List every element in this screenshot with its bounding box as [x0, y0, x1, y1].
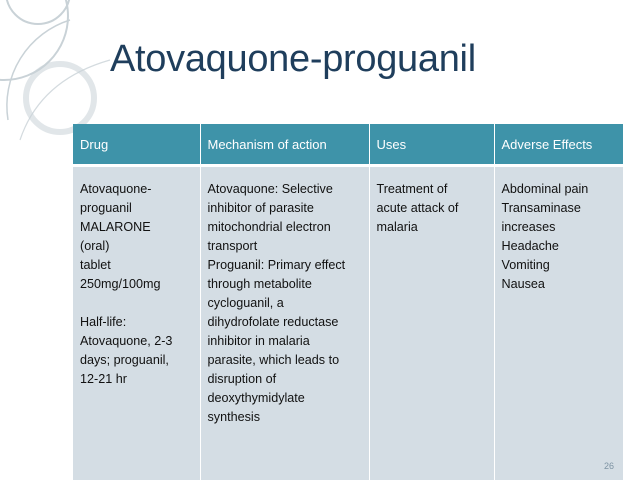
drug-line: (oral): [80, 237, 194, 256]
header-drug: Drug: [73, 124, 200, 166]
uses-line: Treatment of: [377, 180, 488, 199]
drug-table-container: [73, 124, 623, 480]
drug-line: Atovaquone, 2-3: [80, 332, 194, 351]
decor-ring-large: [0, 0, 68, 80]
drug-line-spacer: [80, 294, 194, 313]
mechanism-line: through metabolite: [208, 275, 363, 294]
mechanism-line: Proguanil: Primary effect: [208, 256, 363, 275]
mechanism-line: mitochondrial electron: [208, 218, 363, 237]
drug-line: Atovaquone-: [80, 180, 194, 199]
mechanism-line: cycloguanil, a: [208, 294, 363, 313]
cell-mechanism: [200, 166, 369, 480]
decor-ring-mid: [26, 64, 94, 132]
page-number: 26: [604, 461, 614, 471]
drug-line: Half-life:: [80, 313, 194, 332]
mechanism-line: dihydrofolate reductase: [208, 313, 363, 332]
table-header-row: [73, 124, 623, 166]
slide-title: Atovaquone-proguanil: [110, 38, 476, 81]
header-adverse-effects: Adverse Effects: [494, 124, 623, 166]
drug-line: MALARONE: [80, 218, 194, 237]
drug-table: [73, 124, 623, 480]
header-mechanism: Mechanism of action: [200, 124, 369, 166]
drug-line: tablet: [80, 256, 194, 275]
uses-line: malaria: [377, 218, 488, 237]
adverse-line: Vomiting: [502, 256, 618, 275]
cell-uses: [369, 166, 494, 480]
cell-drug: [73, 166, 200, 480]
adverse-line: Abdominal pain: [502, 180, 618, 199]
decor-ring-small: [6, 0, 70, 24]
mechanism-line: disruption of: [208, 370, 363, 389]
mechanism-line: synthesis: [208, 408, 363, 427]
header-uses: Uses: [369, 124, 494, 166]
uses-line: acute attack of: [377, 199, 488, 218]
drug-line: 12-21 hr: [80, 370, 194, 389]
cell-adverse-effects: [494, 166, 623, 480]
drug-line: proguanil: [80, 199, 194, 218]
table-row: [73, 166, 623, 480]
mechanism-line: inhibitor in malaria: [208, 332, 363, 351]
adverse-line: Transaminase: [502, 199, 618, 218]
adverse-line: Headache: [502, 237, 618, 256]
mechanism-line: Atovaquone: Selective: [208, 180, 363, 199]
drug-line: 250mg/100mg: [80, 275, 194, 294]
mechanism-line: deoxythymidylate: [208, 389, 363, 408]
mechanism-line: inhibitor of parasite: [208, 199, 363, 218]
adverse-line: Nausea: [502, 275, 618, 294]
adverse-line: increases: [502, 218, 618, 237]
mechanism-line: transport: [208, 237, 363, 256]
drug-line: days; proguanil,: [80, 351, 194, 370]
mechanism-line: parasite, which leads to: [208, 351, 363, 370]
